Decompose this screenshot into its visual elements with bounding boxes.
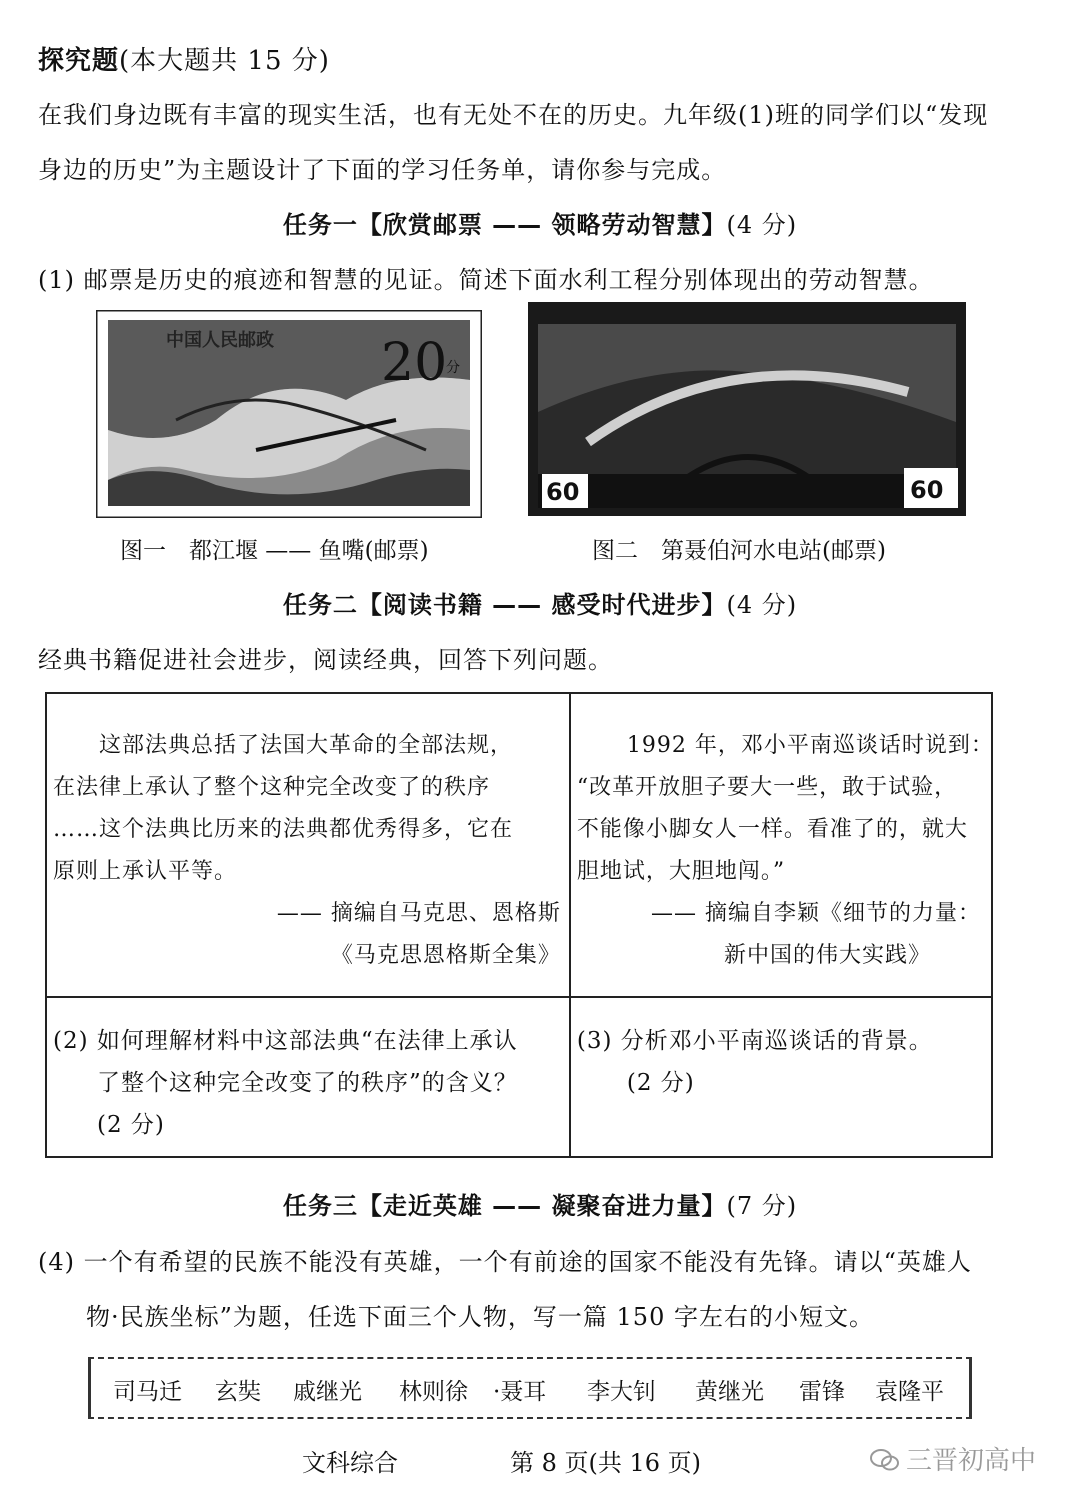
stamp-dujiangyan	[96, 310, 482, 518]
stamp1-caption: 图一 都江堰 —— 鱼嘴(邮票)	[120, 538, 429, 564]
question-4-line: 物·民族坐标”为题，任选下面三个人物，写一篇 150 字左右的小短文。	[86, 1303, 874, 1331]
hero-names-box	[88, 1357, 972, 1419]
stamp1-unit: 分	[446, 360, 460, 376]
section-title	[38, 40, 330, 77]
hero-name: 玄奘	[215, 1379, 261, 1405]
question-4-line: (4) 一个有希望的民族不能没有英雄，一个有前途的国家不能没有先锋。请以“英雄人	[38, 1248, 972, 1276]
task3-heading	[0, 1186, 1080, 1221]
question-3-line: (3) 分析邓小平南巡谈话的背景。	[576, 1028, 933, 1054]
material-right-line: 1992 年，邓小平南巡谈话时说到：	[626, 733, 994, 758]
material-right-line: “改革开放胆子要大一些，敢于试验，	[576, 775, 958, 800]
hero-name: 雷锋	[799, 1379, 845, 1405]
material-left-book: 《马克思恩格斯全集》	[330, 943, 561, 968]
hero-name: 司马迁	[113, 1379, 182, 1405]
stamp2-value-right: 60	[910, 476, 944, 504]
hero-name: 李大钊	[587, 1379, 656, 1405]
material-right-source: —— 摘编自李颖《细节的力量：	[651, 901, 981, 926]
hero-name: 袁隆平	[875, 1379, 944, 1405]
section-title-bold: 探究题	[38, 46, 120, 76]
material-left-source: —— 摘编自马克思、恩格斯	[276, 901, 561, 926]
stamp2-value-left: 60	[546, 478, 580, 506]
hero-name: ·聂耳	[493, 1379, 547, 1405]
material-right-book: 新中国的伟大实践》	[723, 943, 931, 968]
task3-heading-title: 任务三【走近英雄 —— 凝聚奋进力量】	[282, 1192, 727, 1220]
task2-heading-points: (4 分)	[726, 591, 798, 619]
intro-line-2: 身边的历史”为主题设计了下面的学习任务单，请你参与完成。	[38, 156, 727, 184]
question-2-line: 了整个这种完全改变了的秩序”的含义？	[97, 1070, 518, 1096]
hero-name: 黄继光	[695, 1379, 764, 1405]
material-left-line: 原则上承认平等。	[53, 859, 238, 884]
task1-heading-title: 任务一【欣赏邮票 —— 领略劳动智慧】	[282, 211, 727, 239]
task2-intro: 经典书籍促进社会进步，阅读经典，回答下列问题。	[38, 646, 613, 674]
question-2-points: (2 分)	[97, 1112, 165, 1138]
intro-line-1: 在我们身边既有丰富的现实生活，也有无处不在的历史。九年级(1)班的同学们以“发现	[38, 101, 989, 129]
materials-table	[45, 692, 993, 1158]
material-right	[570, 693, 992, 997]
question-2-line: (2) 如何理解材料中这部法典“在法律上承认	[53, 1028, 518, 1054]
task3-heading-points: (7 分)	[726, 1192, 798, 1220]
question-3-cell	[570, 997, 992, 1157]
material-right-line: 不能像小脚女人一样。看准了的，就大	[576, 817, 968, 842]
question-3-points: (2 分)	[626, 1070, 695, 1096]
material-left-line: 这部法典总括了法国大革命的全部法规，	[99, 733, 514, 758]
task1-heading-points: (4 分)	[726, 211, 798, 239]
material-left-line: 在法律上承认了整个这种完全改变了的秩序	[53, 775, 491, 800]
hero-name: 戚继光	[293, 1379, 362, 1405]
watermark	[870, 1440, 1036, 1477]
question-1: (1) 邮票是历史的痕迹和智慧的见证。简述下面水利工程分别体现出的劳动智慧。	[38, 266, 934, 294]
footer-page: 第 8 页(共 16 页)	[510, 1449, 702, 1477]
footer-subject: 文科综合	[302, 1449, 398, 1477]
question-2-cell	[46, 997, 570, 1157]
task2-heading-title: 任务二【阅读书籍 —— 感受时代进步】	[282, 591, 727, 619]
task2-heading	[0, 585, 1080, 620]
hero-name: 林则徐	[399, 1379, 468, 1405]
material-left-line: ……这个法典比历来的法典都优秀得多，它在	[53, 817, 514, 842]
watermark-text: 三晋初高中	[906, 1446, 1037, 1476]
material-left	[46, 693, 570, 997]
stamp-dnieper	[528, 302, 966, 516]
stamp2-caption: 图二 第聂伯河水电站(邮票)	[592, 538, 886, 564]
stamp1-header: 中国人民邮政	[166, 330, 274, 351]
stamp1-value: 20	[381, 333, 448, 393]
task1-heading	[0, 205, 1080, 240]
material-right-line: 胆地试，大胆地闯。”	[576, 859, 786, 884]
section-title-points: (本大题共 15 分)	[119, 46, 330, 76]
wechat-icon	[870, 1448, 900, 1472]
